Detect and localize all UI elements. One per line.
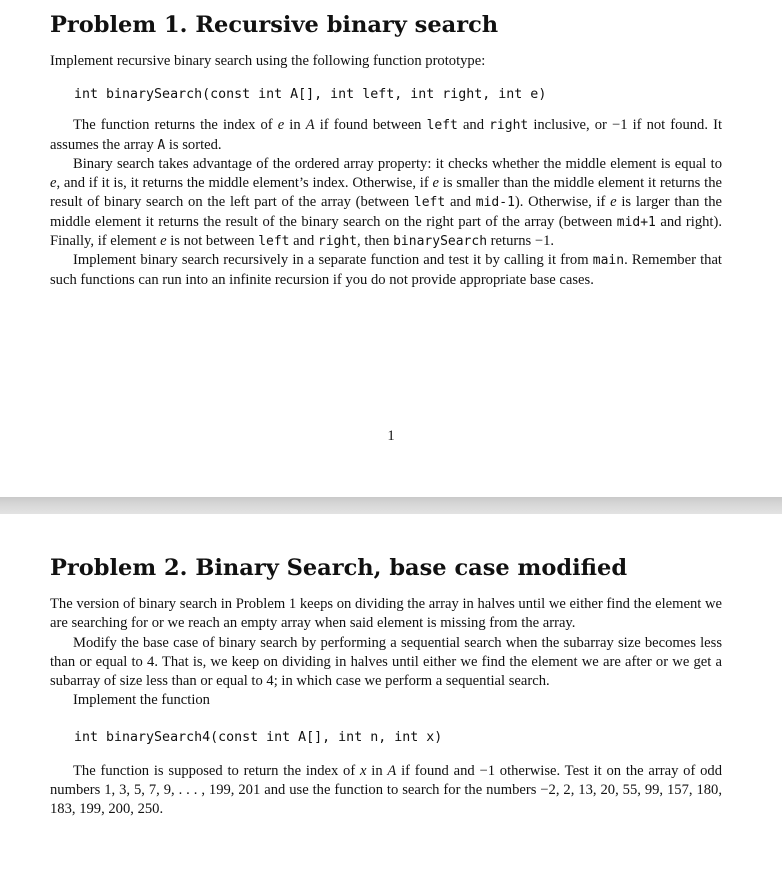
problem-1-paragraph-2: Binary search takes advantage of the ordered array property: it checks whether the middle element is equal to e, and if it is, it returns the middle element’s index. Otherwise, if e is smaller than the middle element it returns the result of binary search on the left part of the array (between left and mid-1). Otherwise, if e is larger than the middle element it returns the result of the binary search on the right part of the array (between mid+1 and right). Finally, if element e is not between left and right, then binarySearch returns −1. xyxy=(50,155,723,250)
problem-1-paragraph-1: The function returns the index of e in A if found between left and right inclusive, or −1 if not found. It assumes the array A is sorted. xyxy=(50,117,722,153)
page-separator xyxy=(0,497,782,514)
problem-2-paragraph-1: The version of binary search in Problem 1 keeps on dividing the array in halves until we either find the element we are searching for or we reach an empty array when said element is missing from the array. xyxy=(50,596,722,632)
problem-2-prototype: int binarySearch4(const int A[], int n, int x) xyxy=(74,729,443,745)
problem-2-title: Problem 2. Binary Search, base case modified xyxy=(50,555,628,581)
problem-2-section xyxy=(50,555,722,820)
problem-2-paragraph-3: Implement the function xyxy=(73,692,210,709)
problem-1-paragraph-3: Implement binary search recursively in a separate function and test it by calling it from main. Remember that such functions can run into an infinite recursion if you do not provide appropriate base cases. xyxy=(50,252,722,288)
problem-2-paragraph-2: Modify the base case of binary search by performing a sequential search when the subarray size becomes less than or equal to 4. That is, we keep on dividing in halves until either we find the element we are after or we get a subarray of size less than or equal to 4; in which case we perform a sequential search. xyxy=(50,634,722,690)
problem-1-section xyxy=(50,12,722,290)
problem-1-prototype: int binarySearch(const int A[], int left, int right, int e) xyxy=(74,87,547,103)
problem-2-paragraph-4: The function is supposed to return the index of x in A if found and −1 otherwise. Test it on the array of odd numbers 1, 3, 5, 7, 9, . . . , 199, 201 and use the function to search for the numbers −2, 2, 13, 20, 55, 99, 157, 180, 183, 199, 200, 250. xyxy=(50,762,723,818)
problem-1-title: Problem 1. Recursive binary search xyxy=(50,12,499,38)
page-number: 1 xyxy=(387,428,395,444)
problem-1-intro: Implement recursive binary search using the following function prototype: xyxy=(50,53,486,69)
document-page-2 xyxy=(0,514,782,882)
